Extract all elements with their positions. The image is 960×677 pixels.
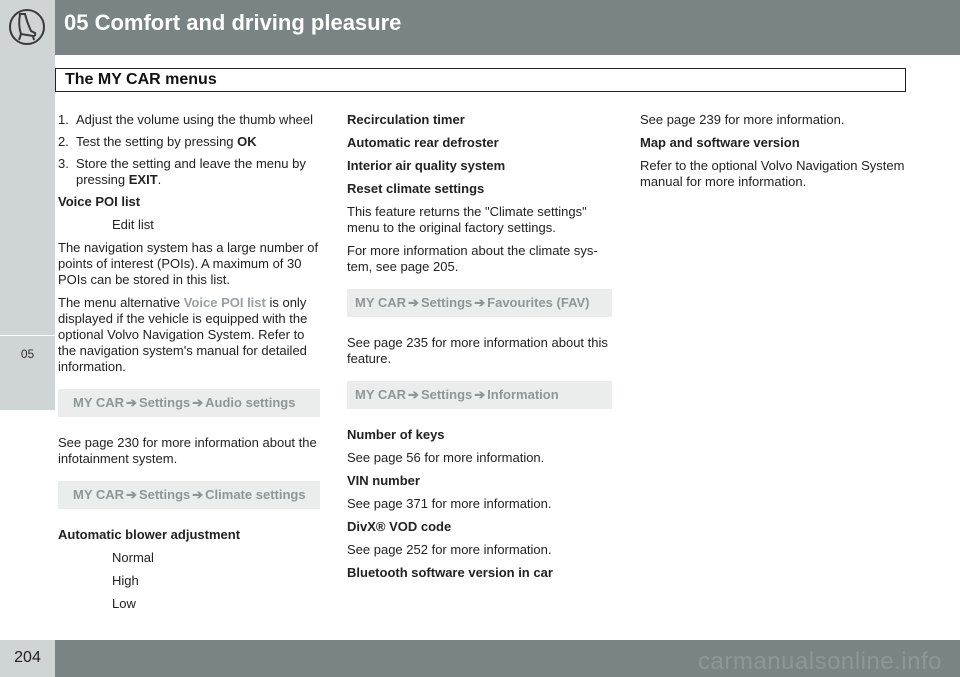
audio-text: See page 230 for more information about the infotainment system.	[58, 435, 317, 466]
nav-path-climate: MY CAR ➔ Settings ➔ Climate settings	[58, 481, 320, 509]
blower-option: Normal	[112, 550, 154, 565]
voice-poi-link: Voice POI list	[183, 295, 266, 310]
step-number: 2.	[58, 134, 69, 149]
step-1	[58, 112, 320, 128]
map-software-text: Refer to the optional Volvo Navigation System manual for more information.	[640, 158, 905, 189]
arrow-right-icon: ➔	[474, 387, 486, 402]
arrow-right-icon: ➔	[408, 387, 419, 402]
step-number: 3.	[58, 156, 69, 171]
arrow-right-icon: ➔	[192, 487, 204, 502]
nav-path-favourites: MY CAR ➔ Settings ➔ Favourites (FAV)	[347, 289, 612, 317]
favourites-text: See page 235 for more information about this feature.	[347, 335, 608, 366]
blower-heading: Automatic blower adjustment	[58, 527, 241, 542]
section-title-bar	[55, 68, 906, 92]
poi-note-paragraph: The menu alternative Voice POI list is only displayed if the vehicle is equipped with the optional Volvo Navigation System. Refer to the navigation system's manual for detailed information.	[58, 295, 308, 374]
vin-heading: VIN number	[347, 473, 420, 488]
arrow-right-icon: ➔	[474, 295, 486, 310]
column-2	[347, 112, 612, 588]
chapter-icon-box	[0, 0, 55, 55]
watermark: carmanualsonline.info	[698, 648, 942, 675]
blower-option: High	[112, 573, 139, 588]
poi-paragraph: The navigation system has a large number of points of interest (POIs). A maximum of 30 POIs can be stored in this list.	[58, 240, 319, 287]
arrow-right-icon: ➔	[192, 395, 204, 410]
bluetooth-heading: Bluetooth software version in car	[347, 565, 553, 580]
seat-icon	[0, 0, 55, 55]
chapter-side-tab	[0, 55, 55, 410]
recirculation-heading: Recirculation timer	[347, 112, 465, 127]
arrow-right-icon: ➔	[126, 395, 137, 410]
nav-path-information: MY CAR ➔ Settings ➔ Information	[347, 381, 612, 409]
rear-defroster-heading: Automatic rear defroster	[347, 135, 499, 150]
reset-climate-text: This feature returns the "Climate settings" menu to the original factory settings.	[347, 204, 587, 235]
column-1	[58, 112, 320, 619]
step-2	[58, 134, 320, 150]
arrow-right-icon: ➔	[408, 295, 419, 310]
step-3	[58, 156, 320, 188]
chapter-title: 05 Comfort and driving pleasure	[64, 10, 402, 35]
step-number: 1.	[58, 112, 69, 127]
section-title: The MY CAR menus	[65, 71, 217, 88]
bluetooth-text: See page 239 for more information.	[640, 112, 845, 127]
reset-climate-heading: Reset climate settings	[347, 181, 485, 196]
divx-text: See page 252 for more information.	[347, 542, 552, 557]
blower-option: Low	[112, 596, 136, 611]
keys-heading: Number of keys	[347, 427, 445, 442]
climate-reference: For more information about the climate sys-tem, see page 205.	[347, 243, 598, 274]
map-software-heading: Map and software version	[640, 135, 800, 150]
voice-poi-item: Edit list	[112, 217, 154, 232]
step-text: Test the setting by pressing OK	[76, 134, 257, 149]
page-number: 204	[14, 649, 41, 666]
step-text: Adjust the volume using the thumb wheel	[76, 112, 314, 127]
voice-poi-heading: Voice POI list	[58, 194, 141, 209]
vin-text: See page 371 for more information.	[347, 496, 552, 511]
side-tab-divider	[0, 335, 55, 336]
keys-text: See page 56 for more information.	[347, 450, 545, 465]
column-3	[640, 112, 910, 197]
side-tab-label: 05	[20, 347, 35, 361]
step-text: Store the setting and leave the menu by pressing EXIT.	[76, 156, 306, 187]
arrow-right-icon: ➔	[126, 487, 137, 502]
divx-heading: DivX® VOD code	[347, 519, 452, 534]
air-quality-heading: Interior air quality system	[347, 158, 506, 173]
nav-path-audio: MY CAR ➔ Settings ➔ Audio settings	[58, 389, 320, 417]
